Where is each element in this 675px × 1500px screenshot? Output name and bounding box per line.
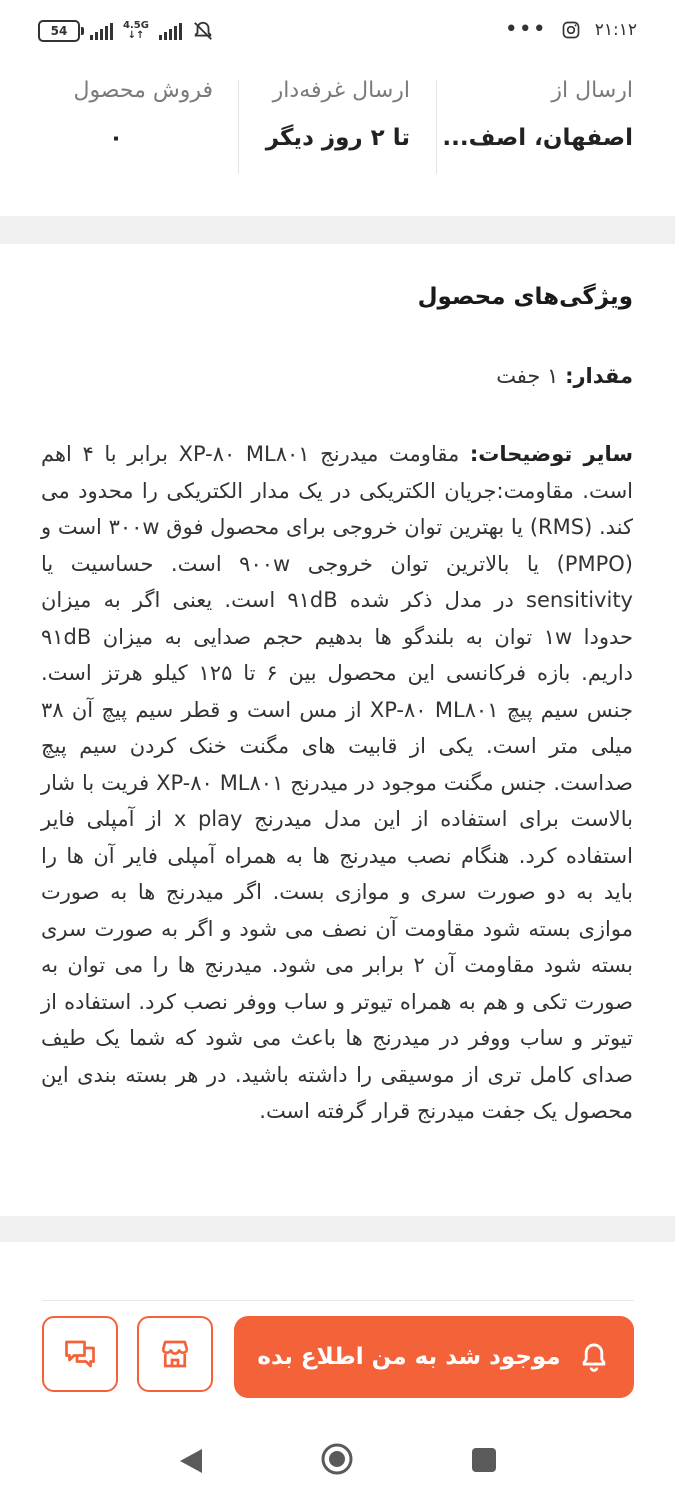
status-right: [504, 17, 637, 42]
quantity-value: ۱ جفت: [496, 364, 559, 388]
bottom-action-bar: [0, 1266, 675, 1418]
divider: [42, 1300, 634, 1301]
signal-icon-2: [159, 22, 182, 40]
system-navigation-bar: [0, 1420, 675, 1500]
status-bar: [0, 0, 675, 66]
status-left: [38, 20, 214, 42]
signal-icon: [90, 22, 113, 40]
other-description: [41, 436, 633, 1130]
sales-label: فروش محصول: [73, 78, 213, 103]
notify-label: موجود شد به من اطلاع بده: [257, 1344, 561, 1370]
clock: ۲۱:۱۲: [594, 20, 637, 40]
section-separator: [0, 1216, 675, 1242]
store-icon: [157, 1336, 193, 1372]
muted-bell-icon: [192, 20, 214, 42]
battery-indicator: 54: [38, 20, 80, 42]
recent-apps-icon[interactable]: [472, 1448, 496, 1472]
notify-when-available-button[interactable]: [234, 1316, 634, 1398]
more-notifications-icon: •••: [504, 17, 547, 42]
other-description-text: مقاومت میدرنج XP-۸۰ ML۸۰۱ برابر با ۴ اهم است. مقاومت:جریان الکتریکی در یک مدار الکتریکی را محدود می کند. (RMS) یا بهترین توان خروجی برای محصول فوق ۳۰۰w است و (PMPO) یا بالاترین توان خروجی ۹۰۰w است. حساسیت یا sensitivity در مدل ذکر شده ۹۱dB است. یعنی اگر به میزان حدودا ۱w توان به بلندگو ها بدهیم حجم صدایی به میزان ۹۱dB داریم. بازه فرکانسی این محصول بین ۶ تا ۱۲۵ کیلو هرتز است. جنس سیم پیچ XP-۸۰ ML۸۰۱ از مس است و قطر سیم پیچ آن ۳۸ میلی متر است. یکی از قابیت های مگنت خنک کردن سیم پیچ صداست. جنس مگنت موجود در میدرنج XP-۸۰ ML۸۰۱ فریت با شار بالاست برای استفاده از این مدل میدرنج x play از آمپلی فایر استفاده کرد. هنگام نصب میدرنج ها به همراه آمپلی فایر آن ها را باید به دو صورت سری و موازی بست. اگر میدرنج ها به صورت موازی بسته شود مقاومت آن نصف می شود و اگر به صورت سری بسته شود مقاومت آن ۲ برابر می شود. میدرنج ها را می توان به صورت تکی و هم به همراه تیوتر و ساب ووفر نصب کرد. استفاده از تیوتر و ساب ووفر در میدرنج ها باعث می شود که شما یک طیف صدای کامل تری از موسیقی را داشته باشید. در هر بسته بندی این محصول یک جفت میدرنج قرار گرفته است.: [41, 442, 634, 1123]
ship-from: [443, 78, 633, 176]
chat-icon: [62, 1336, 98, 1372]
home-icon[interactable]: [320, 1442, 354, 1476]
divider: [436, 80, 437, 174]
quantity-row: [496, 364, 633, 388]
divider: [238, 80, 239, 174]
other-description-label: سایر توضیحات:: [469, 442, 634, 466]
data-arrows-icon: ↓↑: [127, 30, 145, 41]
ship-from-label: ارسال از: [551, 78, 633, 103]
instagram-icon: [561, 20, 581, 40]
product-sales: [38, 78, 213, 176]
quantity-label: مقدار:: [565, 364, 633, 388]
network-type: [123, 21, 149, 41]
chat-button[interactable]: [42, 1316, 118, 1392]
booth-shipping-label: ارسال غرفه‌دار: [272, 78, 410, 103]
booth-shipping: [260, 78, 410, 176]
section-separator: [0, 216, 675, 244]
bell-icon: [577, 1340, 611, 1374]
back-icon[interactable]: [178, 1447, 204, 1475]
shipping-info-row: [0, 66, 675, 216]
features-title: ویژگی‌های محصول: [417, 284, 633, 310]
store-button[interactable]: [137, 1316, 213, 1392]
network-label: 4.5G: [123, 20, 149, 31]
booth-shipping-value: تا ۲ روز دیگر: [265, 125, 410, 151]
ship-from-value: اصفهان، اصف...: [442, 125, 633, 151]
sales-value: ۰: [108, 125, 124, 151]
